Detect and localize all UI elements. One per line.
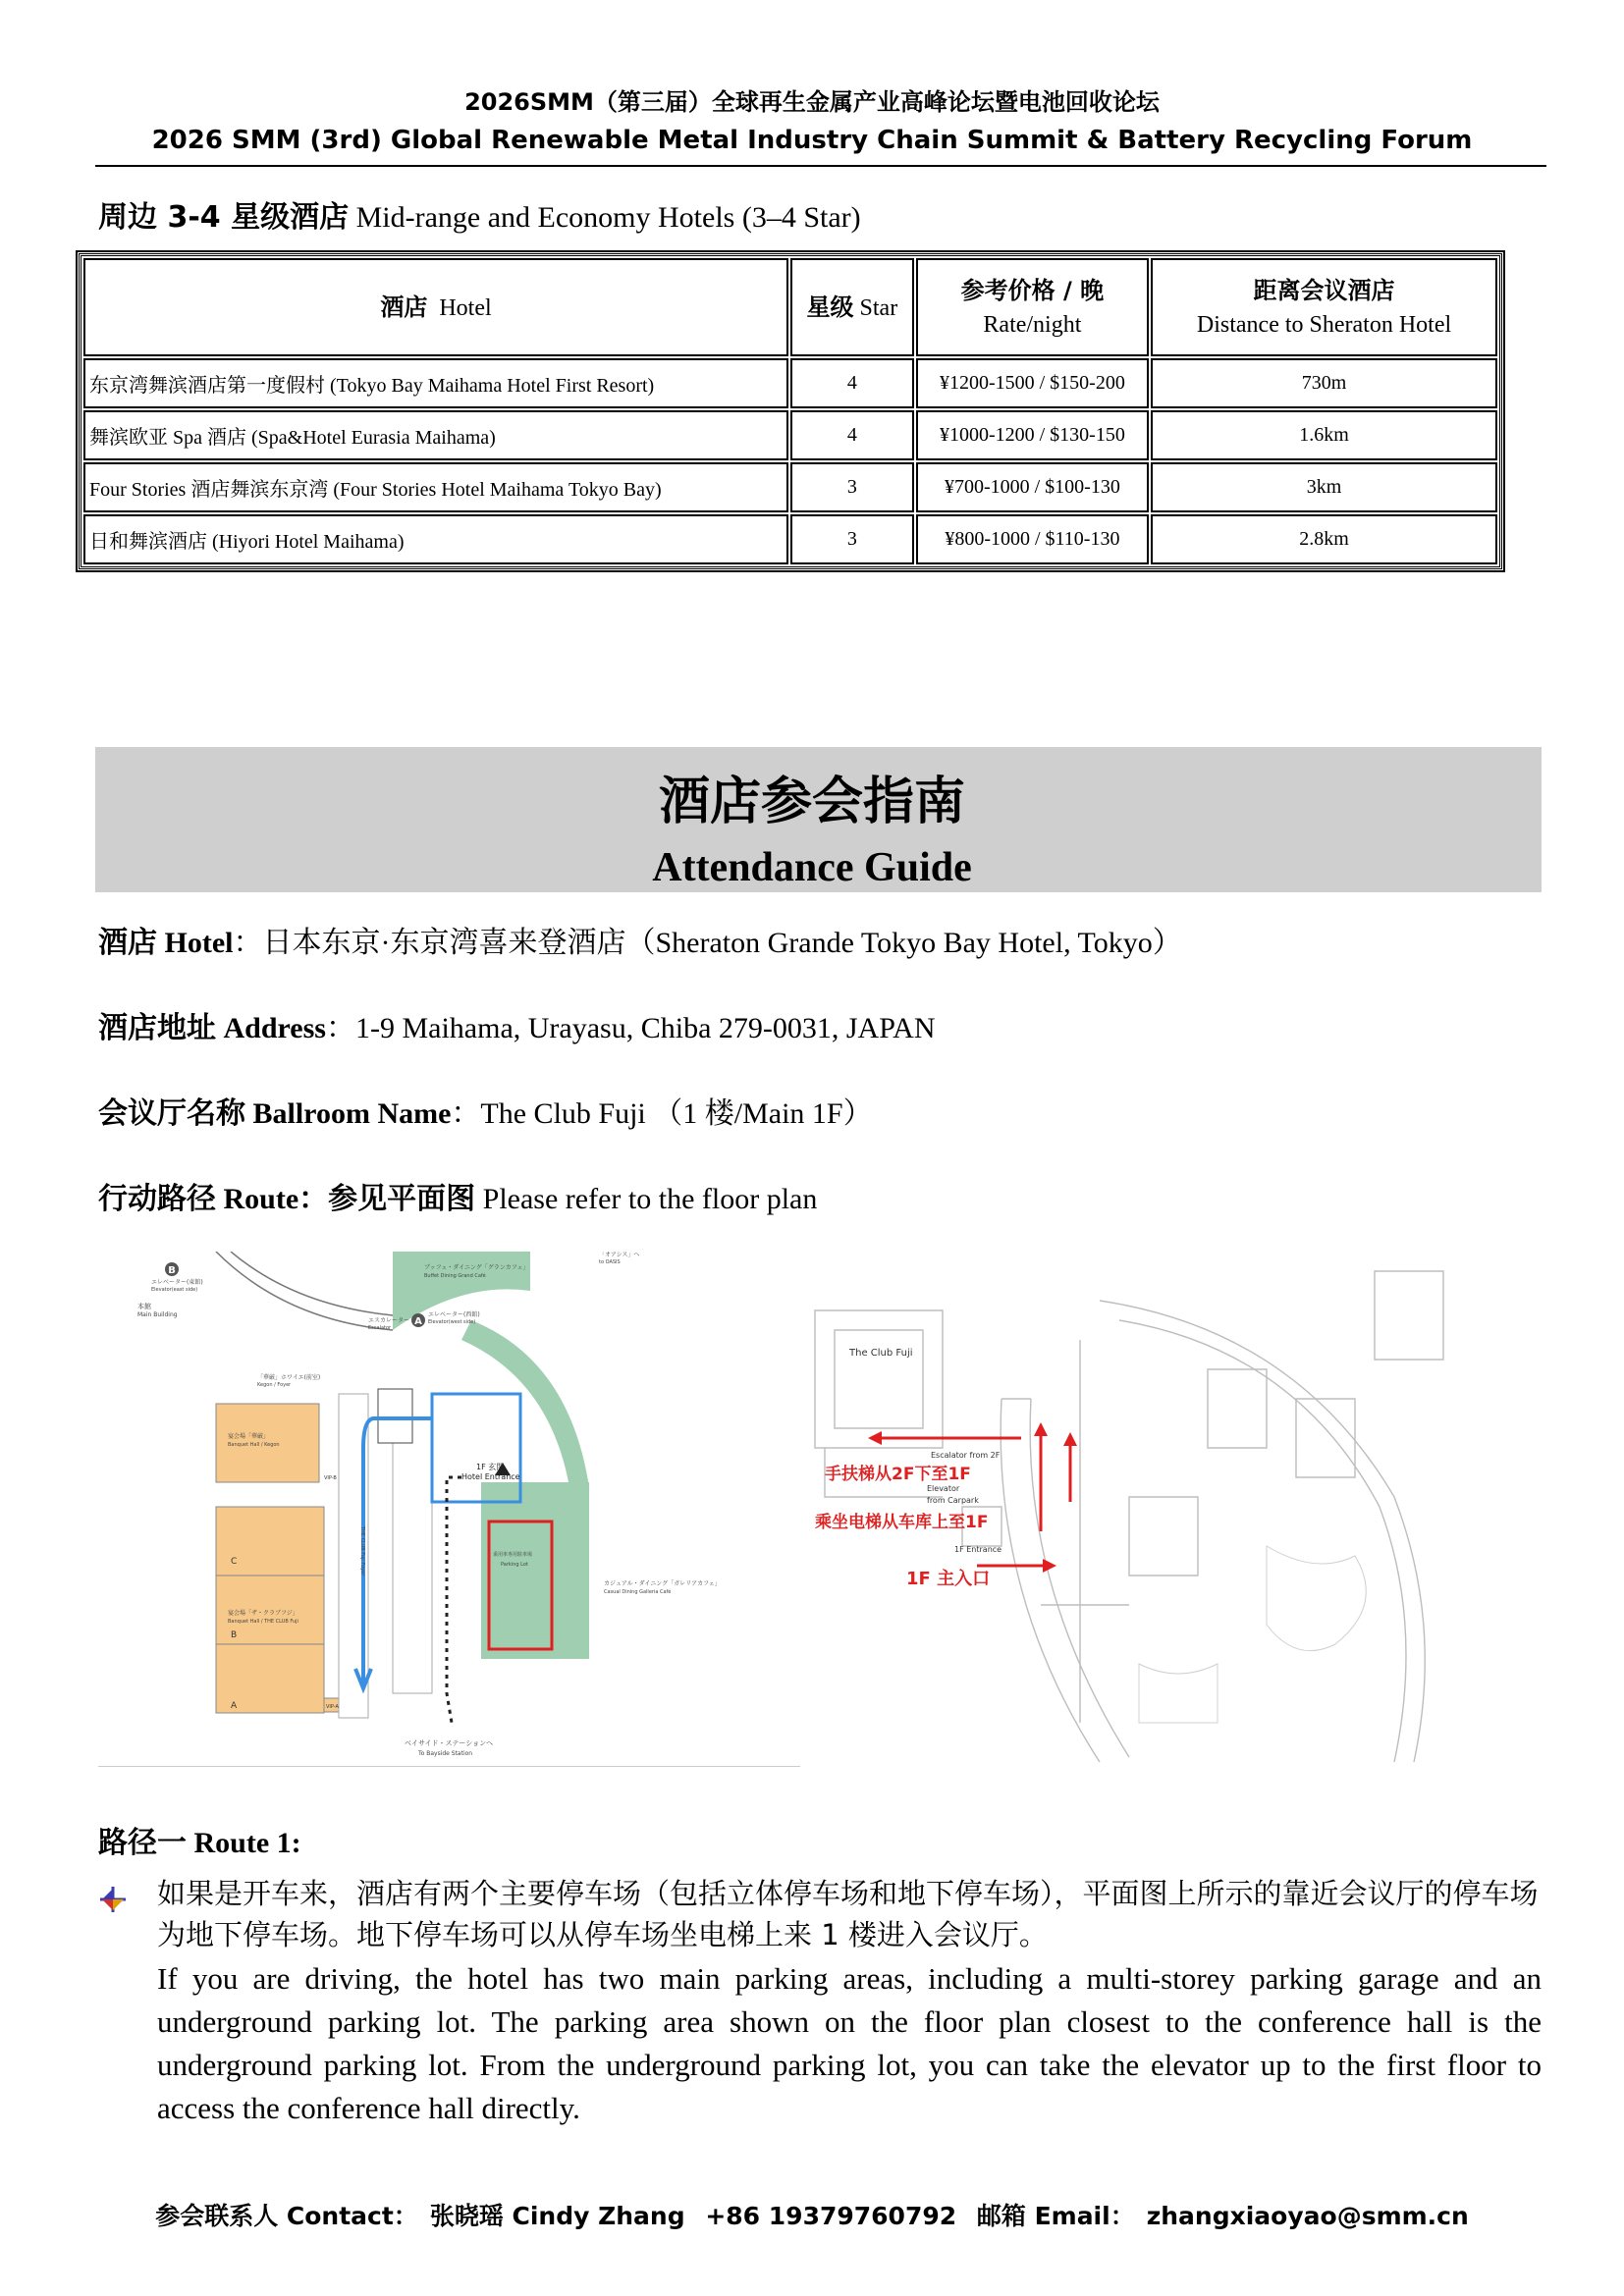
info-hotel-label-en: Hotel bbox=[164, 927, 234, 959]
label-escalator-2f: Escalator from 2F bbox=[931, 1451, 1001, 1460]
section-title-hotels-zh: 周边 3-4 星级酒店 bbox=[98, 200, 350, 235]
header-divider bbox=[95, 165, 1546, 167]
label-kegon-hall-en: Banquet Hall / Kegon bbox=[228, 1442, 280, 1448]
label-hotel-entrance-en: Hotel Entrance bbox=[461, 1472, 520, 1481]
route1-title-zh: 路径一 bbox=[98, 1826, 187, 1860]
table-row bbox=[83, 462, 1497, 512]
hotel-distance: 730m bbox=[1151, 358, 1497, 408]
info-hotel bbox=[98, 918, 1182, 961]
label-oasis-en: to OASIS bbox=[599, 1259, 621, 1265]
label-main-building-en: Main Building bbox=[137, 1311, 178, 1318]
hotel-name: 舞滨欧亚 Spa 酒店 (Spa&Hotel Eurasia Maihama) bbox=[83, 410, 788, 460]
header-hotel: 酒店 Hotel bbox=[83, 258, 788, 356]
table-row bbox=[83, 358, 1497, 408]
plan-bg bbox=[805, 1252, 1492, 1767]
footer-contact bbox=[0, 2197, 1624, 2232]
marker-b: B bbox=[168, 1265, 176, 1276]
label-elevator-zh: 乘坐电梯从车库上至1F bbox=[815, 1513, 989, 1532]
label-vip-b: VIP-B bbox=[324, 1475, 337, 1481]
header-rate: 参考价格 / 晚 Rate/night bbox=[916, 258, 1149, 356]
label-club-fuji-hall: 宴会場「ザ・クラブフジ」 bbox=[228, 1610, 298, 1617]
section-title-hotels-en: Mid-range and Economy Hotels (3–4 Star) bbox=[355, 201, 861, 234]
section-title-hotels bbox=[98, 192, 861, 236]
info-address bbox=[98, 1003, 935, 1046]
floor-plan-left bbox=[137, 1252, 805, 1762]
label-section-a: A bbox=[231, 1701, 238, 1711]
info-ballroom-label-en: Ballroom Name bbox=[252, 1097, 452, 1130]
marker-a: A bbox=[414, 1316, 422, 1327]
label-elevator: Elevator bbox=[927, 1484, 960, 1493]
header-title-zh: 2026SMM（第三届）全球再生金属产业高峰论坛暨电池回收论坛 bbox=[464, 88, 1160, 116]
info-ballroom-label-zh: 会议厅名称 bbox=[98, 1096, 245, 1131]
hotel-star: 3 bbox=[790, 514, 914, 564]
label-casual-dining: カジュアル・ダイニング「ガレリアカフェ」 bbox=[604, 1580, 721, 1587]
info-address-label-en: Address bbox=[223, 1012, 326, 1044]
info-address-label-zh: 酒店地址 bbox=[98, 1011, 216, 1045]
info-address-value: ：1-9 Maihama, Urayasu, Chiba 279-0031, JAPAN bbox=[325, 1012, 936, 1044]
label-kegon-foyer-en: Kegon / Foyer bbox=[257, 1382, 292, 1388]
plan-arc bbox=[216, 1252, 393, 1330]
elevator-block bbox=[378, 1389, 412, 1443]
label-1f-entrance: 1F Entrance bbox=[954, 1545, 1002, 1554]
label-elevator-west: エレベーター(西館) bbox=[428, 1311, 480, 1318]
hotel-distance: 3km bbox=[1151, 462, 1497, 512]
hotel-star: 3 bbox=[790, 462, 914, 512]
label-main-building: 本館 bbox=[137, 1303, 151, 1310]
hotel-table-header-row bbox=[83, 258, 1497, 356]
info-ballroom bbox=[98, 1089, 873, 1132]
hotel-rate: ¥800-1000 / $110-130 bbox=[916, 514, 1149, 564]
hotel-distance: 2.8km bbox=[1151, 514, 1497, 564]
label-club-fuji: The Club Fuji bbox=[849, 1348, 913, 1359]
floor-plan-right bbox=[805, 1252, 1492, 1767]
label-escalator-en: Escalator bbox=[368, 1325, 392, 1331]
hotel-distance: 1.6km bbox=[1151, 410, 1497, 460]
label-section-c: C bbox=[231, 1557, 238, 1567]
label-kegon-hall: 宴会場「華厳」 bbox=[228, 1433, 270, 1440]
info-ballroom-value: ：The Club Fuji （1 楼/Main 1F） bbox=[451, 1097, 873, 1130]
label-entrance-zh: 1F 主入口 bbox=[906, 1569, 991, 1589]
route1-title bbox=[98, 1818, 301, 1861]
label-buffet: ブッフェ・ダイニング「グランカフェ」 bbox=[424, 1264, 529, 1271]
corridor bbox=[393, 1418, 432, 1693]
table-row bbox=[83, 514, 1497, 564]
info-route bbox=[98, 1174, 817, 1217]
label-oasis: 「オアシス」へ bbox=[599, 1252, 640, 1258]
header-star: 星级 Star bbox=[790, 258, 914, 356]
footer-phone: +86 19379760792 bbox=[705, 2202, 957, 2230]
label-elevator-carpark: from Carpark bbox=[927, 1496, 979, 1505]
label-club-fuji-hall-en: Banquet Hall / THE CLUB Fuji bbox=[228, 1619, 298, 1625]
label-parking: 乗用車専用駐車場 bbox=[493, 1552, 533, 1558]
info-hotel-label-zh: 酒店 bbox=[98, 926, 157, 960]
label-vip-a: VIP-A bbox=[326, 1704, 339, 1710]
label-club-fuji-foyer: THE CLUB Fuji Foyer bbox=[359, 1526, 365, 1576]
hotel-rate: ¥700-1000 / $100-130 bbox=[916, 462, 1149, 512]
hotel-star: 4 bbox=[790, 358, 914, 408]
info-route-label-zh: 行动路径 bbox=[98, 1182, 216, 1216]
table-row bbox=[83, 410, 1497, 460]
label-hotel-entrance: 1F 玄関 bbox=[476, 1463, 505, 1471]
label-casual-dining-en: Casual Dining Galleria Café bbox=[604, 1589, 672, 1595]
hotel-name: 东京湾舞滨酒店第一度假村 (Tokyo Bay Maihama Hotel First Resort) bbox=[83, 358, 788, 408]
label-elevator-east-en: Elevator(east side) bbox=[151, 1287, 198, 1293]
guide-title-en: Attendance Guide bbox=[652, 845, 972, 890]
header-title-en: 2026 SMM (3rd) Global Renewable Metal Industry Chain Summit & Battery Recycling Forum bbox=[151, 126, 1473, 155]
footer-contact-name: 张晓瑶 Cindy Zhang bbox=[429, 2202, 685, 2230]
info-hotel-value: ：日本东京·东京湾喜来登酒店（Sheraton Grande Tokyo Bay Hotel, Tokyo） bbox=[233, 927, 1182, 959]
footer-email[interactable]: zhangxiaoyao@smm.cn bbox=[1146, 2202, 1469, 2230]
route1-text-en: If you are driving, the hotel has two main parking areas, including a multi-storey parking garage and an underground parking lot. The parking area shown on the floor plan closest to the conference hall is the underground parking lot. From the underground parking lot, you can take the elevator up to the first floor to access the conference hall directly. bbox=[157, 1961, 1542, 2125]
guide-title-zh: 酒店参会指南 bbox=[658, 773, 965, 831]
label-bayside: ベイサイド・ステーションへ bbox=[405, 1739, 494, 1747]
plan-divider bbox=[98, 1766, 800, 1767]
route1-title-en: Route 1: bbox=[193, 1827, 301, 1859]
label-buffet-en: Buffet Dining Grand Café bbox=[424, 1273, 486, 1279]
label-escalator-zh: 手扶梯从2F下至1F bbox=[825, 1465, 971, 1484]
walk-path bbox=[447, 1477, 461, 1723]
info-route-value-zh: ：参见平面图 bbox=[298, 1182, 476, 1216]
hotel-star: 4 bbox=[790, 410, 914, 460]
label-elevator-east: エレベーター(東館) bbox=[151, 1279, 203, 1286]
route1-text-zh: 如果是开车来，酒店有两个主要停车场（包括立体停车场和地下停车场），平面图上所示的靠近会议厅的停车场为地下停车场。地下停车场可以从停车场坐电梯上来 1 楼进入会议厅。 bbox=[157, 1877, 1539, 1951]
label-parking-en: Parking Lot bbox=[501, 1562, 528, 1568]
hotel-name: 日和舞滨酒店 (Hiyori Hotel Maihama) bbox=[83, 514, 788, 564]
info-route-value-en: Please refer to the floor plan bbox=[482, 1183, 818, 1215]
parking-area bbox=[481, 1482, 589, 1659]
hotel-name: Four Stories 酒店舞滨东京湾 (Four Stories Hotel Maihama Tokyo Bay) bbox=[83, 462, 788, 512]
bullet-icon bbox=[98, 1885, 128, 1914]
hotel-rate: ¥1200-1500 / $150-200 bbox=[916, 358, 1149, 408]
footer-contact-label: 参会联系人 Contact： bbox=[155, 2202, 418, 2230]
label-section-b: B bbox=[231, 1630, 238, 1640]
label-kegon-foyer: 「華厳」ホワイエ(前室) bbox=[257, 1374, 321, 1381]
hotel-rate: ¥1000-1200 / $130-150 bbox=[916, 410, 1149, 460]
header-distance: 距离会议酒店 Distance to Sheraton Hotel bbox=[1151, 258, 1497, 356]
info-route-label-en: Route bbox=[223, 1183, 299, 1215]
footer-email-label: 邮箱 Email： bbox=[976, 2202, 1135, 2230]
label-bayside-en: To Bayside Station bbox=[418, 1750, 473, 1757]
label-escalator: エスカレーター bbox=[368, 1317, 410, 1324]
label-elevator-west-en: Elevator(west side) bbox=[428, 1319, 476, 1325]
hotel-table bbox=[79, 253, 1502, 569]
